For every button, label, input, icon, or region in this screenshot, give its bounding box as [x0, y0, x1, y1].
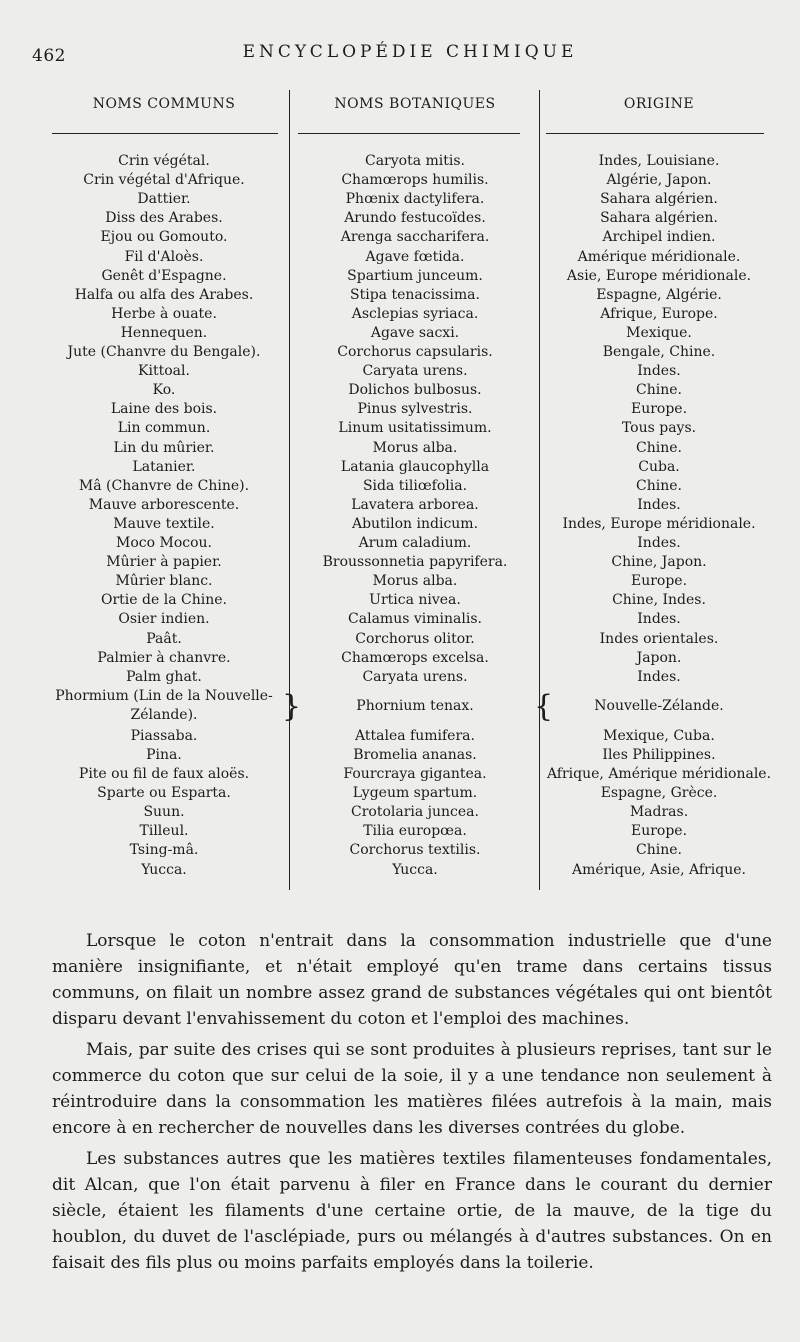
- table-row: [0, 572, 800, 591]
- table-row: [0, 439, 800, 458]
- table-row: [0, 209, 800, 228]
- table-row: [0, 171, 800, 190]
- common-name-cell: Mauve arborescente.: [88, 496, 240, 513]
- common-name-cell: Herbe à ouate.: [111, 305, 217, 322]
- common-name-cell: Jute (Chanvre du Bengale).: [67, 344, 261, 360]
- common-name-cell: Dattier.: [137, 191, 191, 208]
- common-name-cell: Diss des Arabes.: [105, 210, 223, 227]
- common-name-cell: Tilleul.: [139, 823, 189, 840]
- botanical-name-cell: Fourcraya gigantea.: [343, 766, 487, 782]
- common-name-cell: Paât.: [146, 630, 182, 647]
- table-row: [0, 400, 800, 419]
- origin-cell: Indes.: [637, 535, 681, 551]
- botanical-name-cell: Agave sacxi.: [370, 324, 460, 341]
- origin-cell: Chine.: [636, 842, 682, 859]
- botanical-name-cell: Corchorus olitor.: [355, 630, 475, 647]
- origin-cell: Chine, Indes.: [612, 592, 706, 609]
- botanical-name-cell: Linum usitatissimum.: [338, 420, 492, 437]
- table-row: [0, 458, 800, 477]
- brace-left: {: [534, 688, 554, 724]
- botanical-name-cell: Stipa tenacissima.: [350, 286, 480, 303]
- table-row: [0, 765, 800, 784]
- header-rule-botanical: [298, 133, 520, 134]
- botanical-name-cell: Agave fœtida.: [365, 248, 465, 265]
- origin-cell: Chine.: [636, 439, 682, 456]
- table-row: [0, 784, 800, 803]
- origin-cell: Mexique.: [626, 324, 692, 341]
- botanical-name-cell: Caryota mitis.: [364, 153, 465, 169]
- origin-cell: Indes.: [637, 496, 681, 513]
- common-name-cell: Latanier.: [132, 458, 196, 475]
- page-number: 462: [32, 46, 66, 66]
- origin-cell: Europe.: [630, 823, 688, 840]
- botanical-name-cell: Caryata urens.: [362, 363, 468, 380]
- table-row: [0, 841, 800, 860]
- origin-cell: Chine.: [636, 477, 682, 494]
- botanical-name-cell: Lygeum spartum.: [352, 785, 478, 802]
- common-name-cell: Palm ghat.: [126, 668, 202, 685]
- brace-right: }: [282, 688, 302, 724]
- origin-cell: Algérie, Japon.: [606, 172, 712, 189]
- origin-cell: Espagne, Grèce.: [600, 785, 718, 802]
- table-row: [0, 305, 800, 324]
- botanical-name-cell: Latania glaucophylla: [340, 458, 490, 475]
- botanical-name-cell: Caryata urens.: [362, 668, 468, 685]
- origin-cell: Amérique méridionale.: [577, 248, 741, 265]
- common-name-cell: Crin végétal d'Afrique.: [83, 172, 245, 189]
- common-name-cell: Piassaba.: [130, 727, 198, 744]
- common-name-cell: Laine des bois.: [110, 401, 218, 418]
- origin-cell: Amérique, Asie, Afrique.: [572, 861, 746, 878]
- common-name-cell: Genêt d'Espagne.: [101, 267, 227, 284]
- table-row: [0, 248, 800, 267]
- botanical-name-cell: Spartium junceum.: [347, 267, 483, 284]
- table-row: [0, 668, 800, 687]
- origin-cell: Bengale, Chine.: [602, 344, 716, 360]
- botanical-name-cell: Phœnix dactylifera.: [345, 191, 485, 208]
- common-name-cell: Lin commun.: [117, 420, 211, 437]
- botanical-name-cell: Tilia europœa.: [363, 823, 467, 840]
- table-row: [0, 286, 800, 305]
- common-name-cell: Palmier à chanvre.: [97, 649, 231, 666]
- common-name-cell: Osier indien.: [118, 611, 210, 628]
- botanical-name-cell: Morus alba.: [372, 573, 458, 590]
- header-origin: ORIGINE: [623, 96, 695, 112]
- origin-cell: Europe.: [630, 573, 688, 590]
- table-row: [0, 727, 800, 746]
- botanical-name-cell: Chamœrops excelsa.: [341, 649, 489, 666]
- origin-cell: Indes, Louisiane.: [598, 153, 720, 169]
- common-name-cell: Ortie de la Chine.: [101, 592, 227, 609]
- header-botanical-names: NOMS BOTANIQUES: [334, 96, 496, 112]
- table-row: [0, 515, 800, 534]
- botanical-name-cell: Lavatera arborea.: [351, 496, 479, 513]
- origin-cell: Nouvelle-Zélande.: [594, 697, 724, 714]
- origin-cell: Chine.: [636, 382, 682, 399]
- common-name-cell: Mûrier à papier.: [106, 554, 222, 571]
- origin-cell: Sahara algérien.: [600, 191, 718, 208]
- common-name-cell: Halfa ou alfa des Arabes.: [74, 286, 254, 303]
- common-name-cell: Lin du mûrier.: [113, 439, 215, 456]
- botanical-name-cell: Arum caladium.: [358, 535, 472, 551]
- botanical-name-cell: Morus alba.: [372, 439, 458, 456]
- table-row: [0, 419, 800, 438]
- table-row: [0, 496, 800, 515]
- origin-cell: Tous pays.: [621, 420, 697, 437]
- table-row: [0, 553, 800, 572]
- common-name-cell: Sparte ou Esparta.: [97, 785, 231, 802]
- origin-cell: Europe.: [630, 401, 688, 418]
- table-row: [0, 630, 800, 649]
- header-rule-origin: [546, 133, 764, 134]
- botanical-name-cell: Phornium tenax.: [356, 697, 474, 714]
- common-name-cell: Tsing-mâ.: [129, 842, 199, 859]
- botanical-name-cell: Corchorus textilis.: [349, 842, 481, 859]
- common-name-cell: Mauve textile.: [113, 515, 215, 532]
- running-head: ENCYCLOPÉDIE CHIMIQUE: [242, 42, 578, 62]
- common-name-cell: Phormium (Lin de la Nouvelle-Zélande).: [55, 687, 273, 723]
- common-name-cell: Crin végétal.: [118, 153, 210, 169]
- botanical-name-cell: Pinus sylvestris.: [357, 401, 473, 418]
- botanical-name-cell: Urtica nivea.: [369, 592, 461, 609]
- common-name-cell: Ejou ou Gomouto.: [100, 229, 228, 246]
- origin-cell: Indes.: [637, 611, 681, 628]
- common-name-cell: Mâ (Chanvre de Chine).: [78, 477, 250, 494]
- table-row: [0, 477, 800, 496]
- origin-cell: Indes.: [637, 668, 681, 685]
- origin-cell: Espagne, Algérie.: [596, 286, 722, 303]
- botanical-name-cell: Arenga saccharifera.: [340, 229, 490, 246]
- botanical-name-cell: Corchorus capsularis.: [337, 344, 493, 360]
- header-common-names: NOMS COMMUNS: [92, 96, 236, 112]
- paragraph: Lorsque le coton n'entrait dans la consommation industrielle que d'une manière insignifiante, et n'était employé qu'en trame dans certains tissus communs, on filait un nombre assez grand de substances végétales qui ont bientôt disparu devant l'envahissement du coton et l'emploi des machines.: [52, 931, 772, 1029]
- origin-cell: Mexique, Cuba.: [603, 727, 715, 744]
- table-row: [0, 861, 800, 880]
- botanical-name-cell: Attalea fumifera.: [355, 727, 475, 744]
- botanical-name-cell: Calamus viminalis.: [348, 611, 482, 628]
- botanical-name-cell: Yucca.: [392, 861, 438, 878]
- body-text: [52, 928, 772, 1281]
- common-name-cell: Suun.: [143, 804, 185, 821]
- origin-cell: Afrique, Amérique méridionale.: [546, 766, 772, 782]
- table-row: [0, 228, 800, 247]
- origin-cell: Madras.: [629, 804, 689, 821]
- paragraph: Les substances autres que les matières textiles filamenteuses fondamentales, dit Alcan, que l'on était parvenu à filer en France dans le courant du dernier siècle, étaient les filaments d'une certaine ortie, de la mauve, de la tige du houblon, du duvet de l'asclépiade, purs ou mélangés à d'autres substances. On en faisait des fils plus ou moins parfaits employés dans la toilerie.: [52, 1149, 772, 1273]
- table-row: [0, 649, 800, 668]
- botanical-name-cell: Arundo festucoïdes.: [344, 210, 486, 227]
- origin-cell: Cuba.: [638, 458, 680, 475]
- botanical-name-cell: Bromelia ananas.: [353, 746, 477, 763]
- common-name-cell: Pite ou fil de faux aloës.: [78, 766, 250, 782]
- table-row: [0, 190, 800, 209]
- table-row: [0, 381, 800, 400]
- common-name-cell: Kittoal.: [138, 363, 190, 380]
- botanical-name-cell: Dolichos bulbosus.: [348, 382, 482, 399]
- header-rule-common: [52, 133, 278, 134]
- botanical-name-cell: Chamœrops humilis.: [341, 172, 489, 189]
- origin-cell: Indes, Europe méridionale.: [562, 515, 756, 532]
- botanical-name-cell: Abutilon indicum.: [351, 515, 479, 532]
- common-name-cell: Hennequen.: [120, 324, 208, 341]
- table-row: [0, 610, 800, 629]
- botanical-name-cell: Sida tiliœfolia.: [362, 477, 468, 494]
- common-name-cell: Pina.: [146, 746, 182, 763]
- table-row: [0, 267, 800, 286]
- table-row: [0, 362, 800, 381]
- common-name-cell: Moco Mocou.: [116, 535, 212, 551]
- origin-cell: Sahara algérien.: [600, 210, 718, 227]
- table-row: [0, 591, 800, 610]
- paragraph: Mais, par suite des crises qui se sont produites à plusieurs reprises, tant sur le commerce du coton que sur celui de la soie, il y a une tendance non seulement à réintroduire dans la consommation les matières filées autrefois à la main, mais encore à en rechercher de nouvelles dans les diverses contrées du globe.: [52, 1040, 772, 1138]
- table-row: [0, 803, 800, 822]
- table-row: [0, 534, 800, 553]
- origin-cell: Asie, Europe méridionale.: [566, 267, 752, 284]
- botanical-name-cell: Asclepias syriaca.: [351, 305, 479, 322]
- common-name-cell: Mûrier blanc.: [115, 573, 213, 590]
- common-name-cell: Ko.: [152, 382, 176, 399]
- origin-cell: Archipel indien.: [602, 229, 716, 246]
- table-row: [0, 152, 800, 171]
- table-row: [0, 687, 800, 727]
- table-row: [0, 324, 800, 343]
- origin-cell: Afrique, Europe.: [600, 305, 718, 322]
- common-name-cell: Fil d'Aloès.: [124, 248, 204, 265]
- origin-cell: Indes.: [637, 363, 681, 380]
- table-row: [0, 343, 800, 362]
- origin-cell: Japon.: [636, 649, 682, 666]
- table-row: [0, 746, 800, 765]
- origin-cell: Iles Philippines.: [602, 746, 716, 763]
- origin-cell: Indes orientales.: [599, 630, 719, 647]
- botanical-name-cell: Crotolaria juncea.: [351, 804, 479, 821]
- table-row: [0, 822, 800, 841]
- common-name-cell: Yucca.: [141, 861, 187, 878]
- origin-cell: Chine, Japon.: [611, 554, 707, 571]
- botanical-name-cell: Broussonnetia papyrifera.: [322, 554, 508, 571]
